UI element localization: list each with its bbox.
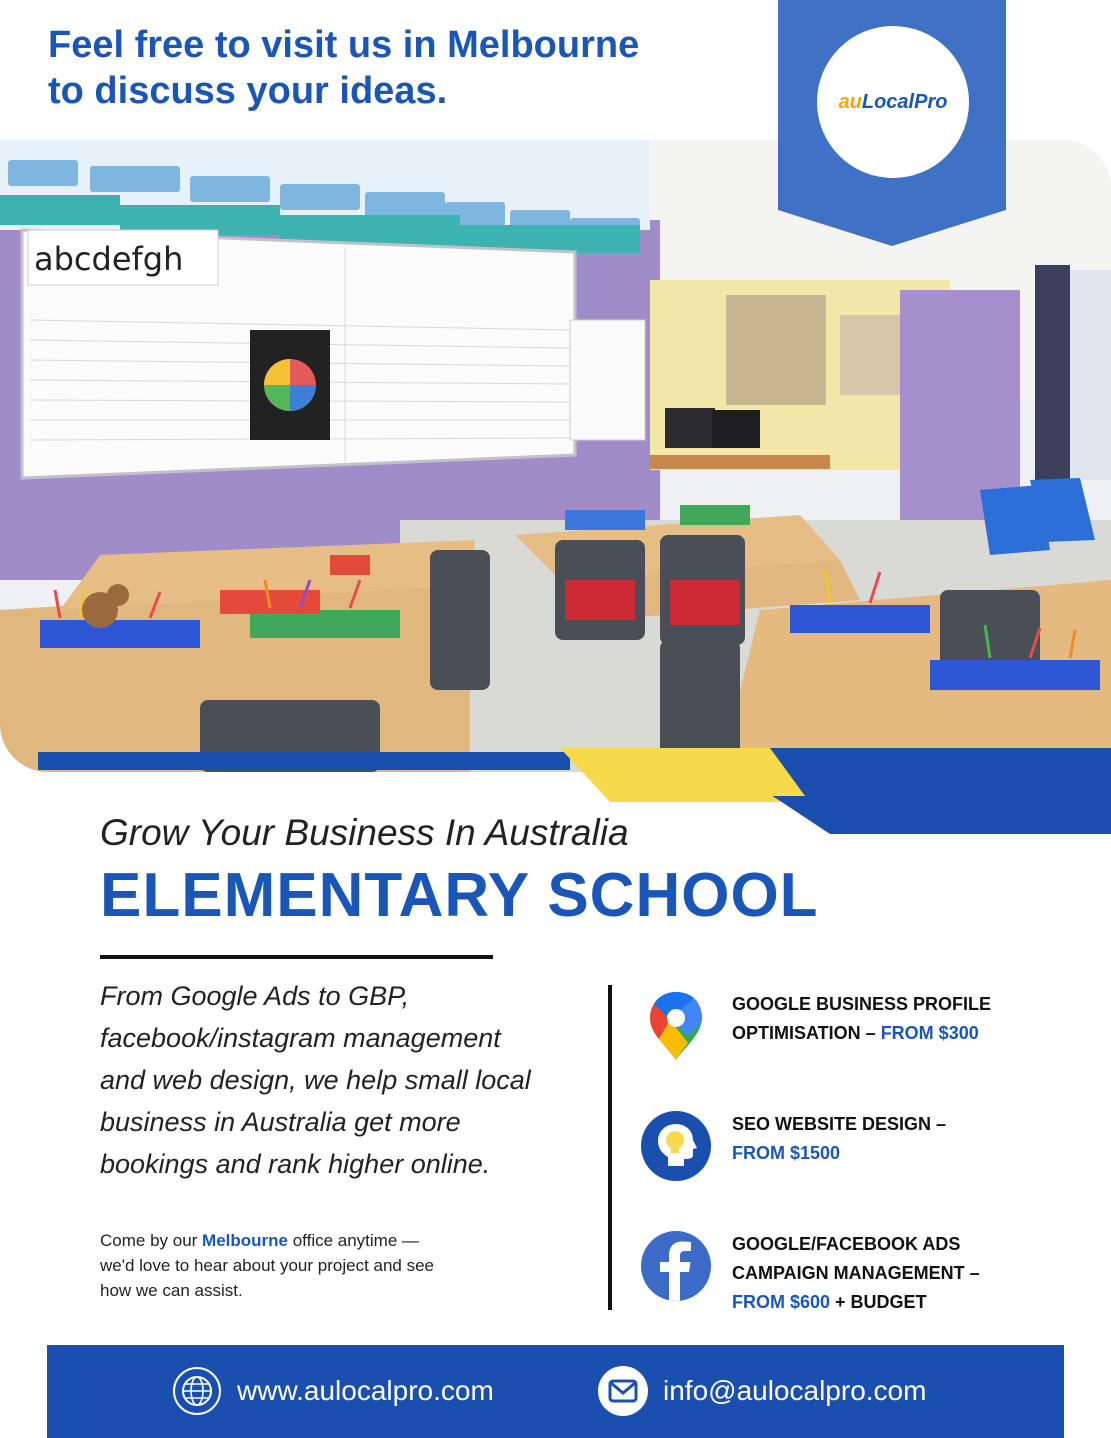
svg-text:abcdefgh: abcdefgh: [34, 240, 184, 278]
service-seo: [640, 1110, 1060, 1182]
intro-paragraph: [100, 975, 600, 1185]
service-price: FROM $1500: [732, 1143, 841, 1163]
service-ads-text: [732, 1230, 980, 1317]
intro-line: business in Australia get more: [100, 1107, 461, 1137]
footer-bar: [47, 1345, 1064, 1438]
service-line: GOOGLE BUSINESS PROFILE: [732, 994, 992, 1014]
service-price: FROM $600: [732, 1292, 831, 1312]
logo-wordmark: [839, 91, 948, 114]
service-price: FROM $300: [880, 1023, 979, 1043]
logo-part-au: au: [838, 90, 862, 113]
intro-line: bookings and rank higher online.: [100, 1149, 491, 1179]
headline-line-2: to discuss your ideas.: [48, 70, 448, 112]
main-title: ELEMENTARY SCHOOL: [100, 861, 819, 930]
note-text: Come by our: [100, 1231, 203, 1250]
footer-website[interactable]: [171, 1365, 494, 1417]
head-lightbulb-icon: [640, 1110, 712, 1182]
visit-note: [100, 1228, 560, 1303]
facebook-icon: [640, 1230, 712, 1302]
service-line: SEO WEBSITE DESIGN –: [732, 1114, 947, 1134]
service-gbp: [640, 990, 1060, 1062]
intro-line: facebook/instagram management: [100, 1023, 501, 1053]
logo: [817, 26, 969, 178]
headline: [48, 22, 768, 114]
note-line: we'd love to hear about your project and see: [100, 1256, 435, 1275]
email-link[interactable]: info@aulocalpro.com: [663, 1375, 927, 1406]
intro-line: and web design, we help small local: [100, 1065, 531, 1095]
website-link[interactable]: www.aulocalpro.com: [237, 1375, 494, 1406]
service-line: CAMPAIGN MANAGEMENT –: [732, 1263, 980, 1283]
service-line: GOOGLE/FACEBOOK ADS: [732, 1234, 961, 1254]
title-underline: [100, 955, 493, 959]
note-text: office anytime —: [288, 1231, 420, 1250]
service-gbp-text: [732, 990, 991, 1048]
mail-icon: [597, 1365, 649, 1417]
note-city: Melbourne: [202, 1231, 288, 1250]
service-line: OPTIMISATION –: [732, 1023, 881, 1043]
headline-line-1: Feel free to visit us in Melbourne: [48, 24, 640, 66]
tagline: Grow Your Business In Australia: [100, 812, 629, 853]
google-maps-icon: [640, 990, 712, 1062]
note-line: how we can assist.: [100, 1281, 243, 1300]
footer-email[interactable]: [597, 1365, 926, 1417]
service-suffix: + BUDGET: [830, 1292, 927, 1312]
logo-part-localpro: LocalPro: [861, 90, 948, 113]
service-ads: [640, 1230, 1060, 1317]
column-divider: [608, 985, 612, 1310]
service-seo-text: [732, 1110, 946, 1168]
intro-line: From Google Ads to GBP,: [100, 981, 410, 1011]
globe-icon: [171, 1365, 223, 1417]
